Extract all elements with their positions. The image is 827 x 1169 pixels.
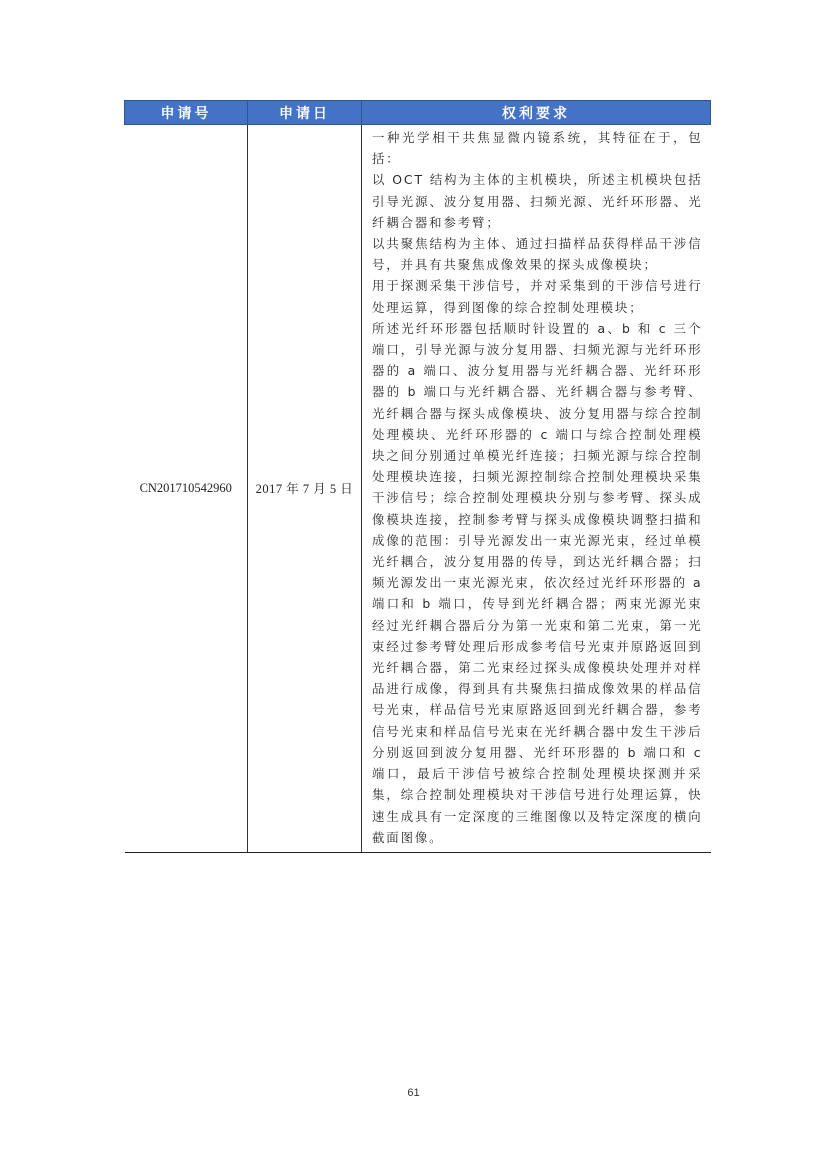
header-application-number: 申请号 bbox=[125, 101, 248, 125]
claims-text: 一种光学相干共焦显微内镜系统，其特征在于，包括： 以 OCT 结构为主体的主机模块，所述主机模块包括引导光源、波分复用器、扫频光源、光纤环形器、光纤耦合器和参考臂； 以共聚焦结构为主体、通过扫描样品获得样品干涉信号，并具有共聚焦成像效果的探头成像模块； 用于探测采集干涉信号，并对采集到的干涉信号进行处理运算，得到图像的综合控制处理模块； 所述光纤环形器包括顺时针设置的 a、b 和 c 三个端口，引导光源与波分复用器、扫频光源与光纤环形器的 a 端口、波分复用器与光纤耦合器、光纤环形器的 b 端口与光纤耦合器、光纤耦合器与参考臂、光纤耦合器与探头成像模块、波分复用器与综合控制处理模块、光纤环形器的 c 端口与综合控制处理模块之间分别通过单模光纤连接；扫频光源与综合控制处理模块连接，扫频光源控制综合控制处理模块采集干涉信号；综合控制处理模块分别与参考臂、探头成像模块连接，控制参考臂与探头成像模块调整扫描和成像的范围：引导光源发出一束光源光束，经过单模光纤耦合，波分复用器的传导，到达光纤耦合器；扫频光源发出一束光源光束，依次经过光纤环形器的 a 端口和 b 端口，传导到光纤耦合器；两束光源光束经过光纤耦合器后分为第一光束和第二光束，第一光束经过参考臂处理后形成参考信号光束并原路返回到光纤耦合器，第二光束经过探头成像模块处理并对样品进行成像，得到具有共聚焦扫描成像效果的样品信号光束，样品信号光束原路返回到光纤耦合器，参考信号光束和样品信号光束在光纤耦合器中发生干涉后分别返回到波分复用器、光纤环形器的 b 端口和 c 端口，最后干涉信号被综合控制处理模块探测并采集，综合控制处理模块对干涉信号进行处理运算，快速生成具有一定深度的三维图像以及特定深度的横向截面图像。 bbox=[372, 130, 703, 845]
page-number: 61 bbox=[407, 1087, 420, 1099]
cell-application-number: CN201710542960 bbox=[125, 125, 248, 853]
header-claims: 权利要求 bbox=[362, 101, 711, 125]
table-row bbox=[125, 125, 711, 853]
table-header-row bbox=[125, 101, 711, 125]
header-application-date: 申请日 bbox=[248, 101, 362, 125]
patent-claims-table bbox=[124, 100, 711, 853]
cell-application-date: 2017 年 7 月 5 日 bbox=[248, 125, 362, 853]
cell-claims bbox=[362, 125, 711, 853]
